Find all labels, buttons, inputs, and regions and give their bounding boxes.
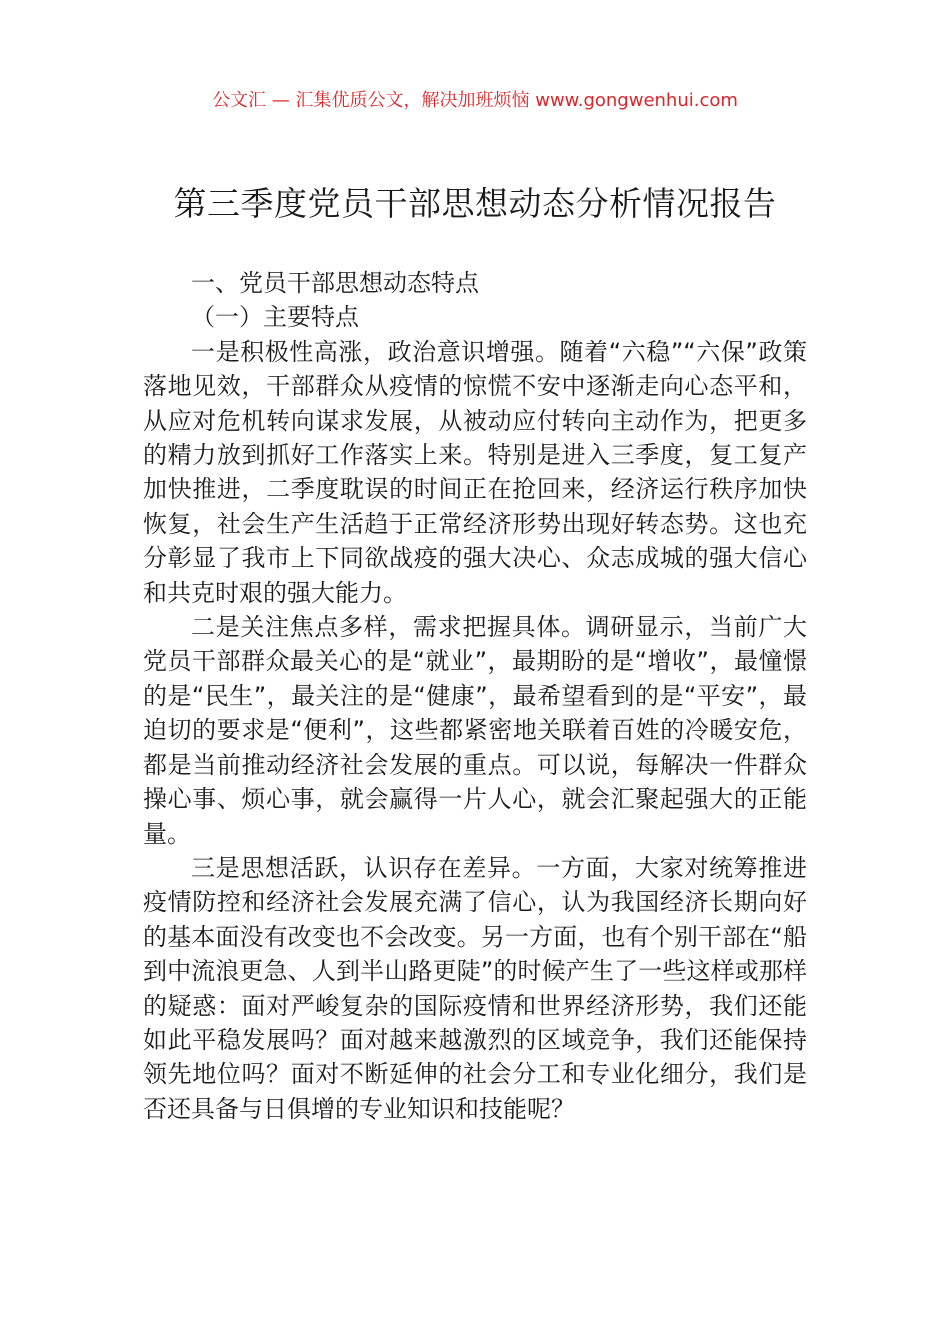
paragraph-2: 二是关注焦点多样，需求把握具体。调研显示，当前广大党员干部群众最关心的是“就业”，最期盼的是“增收”，最憧憬的是“民生”，最关注的是“健康”，最希望看到的是“平安”，最迫切的要求是“便利”，这些都紧密地关联着百姓的冷暖安危，都是当前推动经济社会发展的重点。可以说，每解决一件群众操心事、烦心事，就会赢得一片人心，就会汇聚起强大的正能量。 (143, 613, 807, 848)
subsection-heading: （一）主要特点 (191, 303, 359, 332)
document-title: 第三季度党员干部思想动态分析情况报告 (173, 184, 777, 223)
document-body (143, 266, 807, 1126)
section-heading: 一、党员干部思想动态特点 (191, 269, 479, 297)
header-banner: 公文汇 — 汇集优质公文，解决加班烦恼 www.gongwenhui.com (212, 90, 738, 111)
paragraph-1: 一是积极性高涨，政治意识增强。随着“六稳”“六保”政策落地见效，干部群众从疫情的惊慌不安中逐渐走向心态平和，从应对危机转向谋求发展，从被动应付转向主动作为，把更多的精力放到抓好工作落实上来。特别是进入三季度，复工复产加快推进，二季度耽误的时间正在抢回来，经济运行秩序加快恢复，社会生产生活趋于正常经济形势出现好转态势。这也充分彰显了我市上下同欲战疫的强大决心、众志成城的强大信心和共克时艰的强大能力。 (143, 337, 807, 607)
paragraph-3: 三是思想活跃，认识存在差异。一方面，大家对统筹推进疫情防控和经济社会发展充满了信心，认为我国经济长期向好的基本面没有改变也不会改变。另一方面，也有个别干部在“船到中流浪更急、人到半山路更陡”的时候产生了一些这样或那样的疑惑：面对严峻复杂的国际疫情和世界经济形势，我们还能如此平稳发展吗？面对越来越激烈的区域竞争，我们还能保持领先地位吗？面对不断延伸的社会分工和专业化细分，我们是否还具备与日俱增的专业知识和技能呢？ (143, 853, 807, 1123)
